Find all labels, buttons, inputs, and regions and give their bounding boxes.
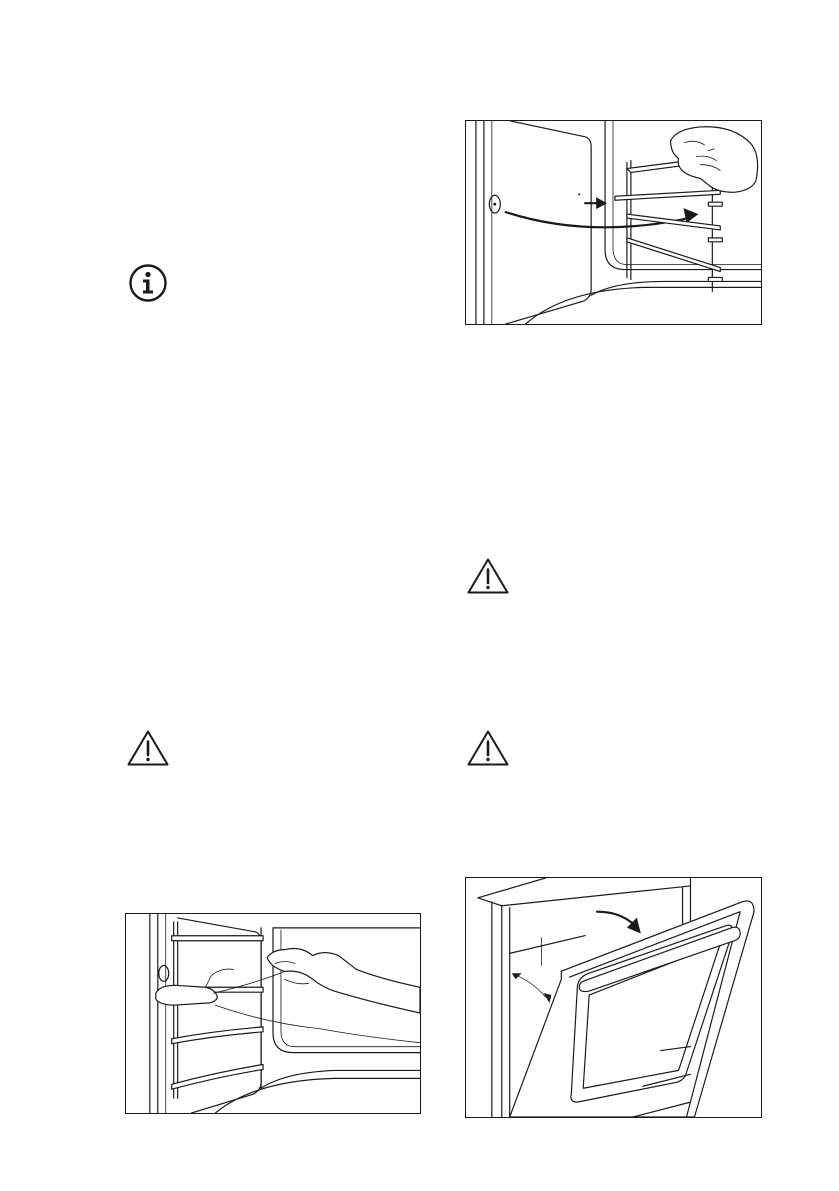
warning-icon xyxy=(466,729,510,767)
warning-icon xyxy=(126,729,170,767)
warning-notice-icon-right-top xyxy=(466,557,510,595)
figure-oven-door-open xyxy=(465,877,762,1118)
figure-shelf-support-install xyxy=(465,120,762,325)
info-notice-icon xyxy=(128,263,168,303)
info-icon xyxy=(128,263,168,303)
figure-shelf-support-remove xyxy=(125,913,421,1114)
warning-notice-icon-right-bottom xyxy=(466,729,510,767)
warning-icon xyxy=(466,557,510,595)
warning-notice-icon-left xyxy=(126,729,170,767)
